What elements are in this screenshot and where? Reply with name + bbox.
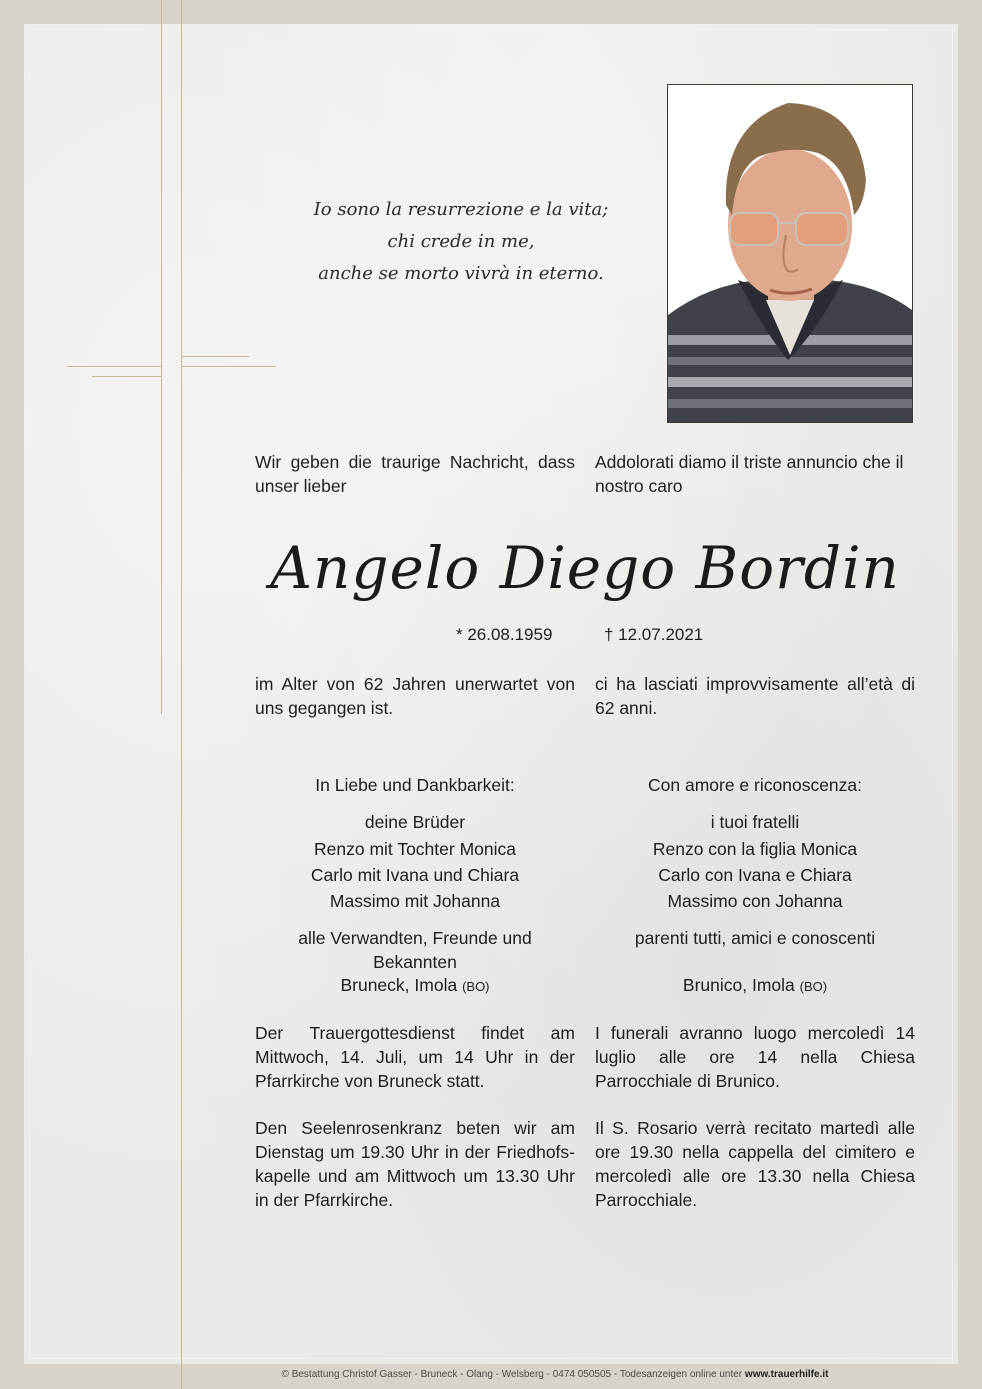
footer (0, 1368, 982, 1382)
province-it: (BO) (799, 979, 828, 994)
mourners-heading-it: Con amore e riconoscenza: (648, 775, 862, 795)
place-it (595, 973, 915, 999)
province-de: (BO) (462, 979, 490, 994)
mourners-line-it: i tuoi fratelli (710, 812, 800, 832)
mourners-line-it: Carlo con Ivana e Chiara (658, 865, 852, 885)
birth-date: * 26.08.1959 (456, 625, 553, 644)
quote-line-3: anche se morto vivrà in eterno. (318, 263, 604, 284)
announcement-it: Addolorati diamo il triste annuncio che il nostro caro (595, 452, 904, 496)
cross-horizontal-line-left-2 (92, 376, 162, 377)
death-date: † 12.07.2021 (604, 625, 704, 644)
portrait-illustration (668, 85, 912, 422)
cross-horizontal-line-right (181, 366, 276, 367)
mourners-others-de: alle Verwandten, Freunde und Bekannten (298, 928, 532, 972)
footer-link[interactable]: www.trauerhilfe.it (744, 1369, 829, 1380)
portrait-photo (667, 84, 913, 423)
funeral-text-de: Der Trauergottesdienst findet am Mittwoch, 14. Juli, um 14 Uhr in der Pfarrkirche von Bruneck statt. (255, 1023, 575, 1091)
cross-vertical-line-right (181, 0, 182, 1389)
quote-line-2: chi crede in me, (387, 231, 535, 252)
deceased-name: Angelo Diego Bordin (270, 534, 900, 602)
cross-horizontal-line-right-2 (181, 356, 249, 357)
place-de (255, 973, 575, 999)
mourners-line-it: Renzo con la figlia Monica (652, 839, 858, 859)
rosary-text-it: Il S. Rosario verrà recitato martedì alle ore 19.30 nella cappella del cimitero e mercoledì alle ore 13.30 nella Chiesa Parrocchiale. (595, 1118, 915, 1210)
mourners-line-it: Massimo con Johanna (667, 891, 843, 911)
mourners-line-de: Carlo mit Ivana und Chiara (310, 865, 520, 885)
rosary-text-de: Den Seelenrosenkranz beten wir am Dienstag um 19.30 Uhr in der Friedhofs-kapelle und am Mittwoch um 13.30 Uhr in der Pfarrkirche. (255, 1118, 575, 1210)
place-de-text: Bruneck, Imola (340, 975, 458, 995)
quote-line-1: Io sono la resurrezione e la vita; (313, 199, 609, 220)
mourners-others-it: parenti tutti, amici e conoscenti (634, 928, 876, 948)
bible-quote (296, 194, 626, 290)
mourners-line-de: Renzo mit Tochter Monica (314, 839, 516, 859)
mourners-line-de: deine Brüder (364, 812, 466, 832)
mourners-heading-de: In Liebe und Dankbarkeit: (315, 775, 515, 795)
mourners-line-de: Massimo mit Johanna (329, 891, 501, 911)
cross-horizontal-line-left (67, 366, 162, 367)
funeral-text-it: I funerali avranno luogo mercoledì 14 luglio alle ore 14 nella Chiesa Parrocchiale di Brunico. (595, 1023, 915, 1091)
cross-vertical-line-left (161, 0, 162, 714)
footer-text: © Bestattung Christof Gasser - Bruneck - Olang - Welsberg - 0474 050505 - Todesanzeigen online unter (281, 1369, 743, 1380)
age-text-it: ci ha lasciati improvvisamente all’età di 62 anni. (595, 674, 915, 718)
announcement-de: Wir geben die traurige Nachricht, dass unser lieber (255, 452, 575, 496)
place-it-text: Brunico, Imola (682, 975, 795, 995)
age-text-de: im Alter von 62 Jahren unerwartet von uns gegangen ist. (255, 674, 575, 718)
